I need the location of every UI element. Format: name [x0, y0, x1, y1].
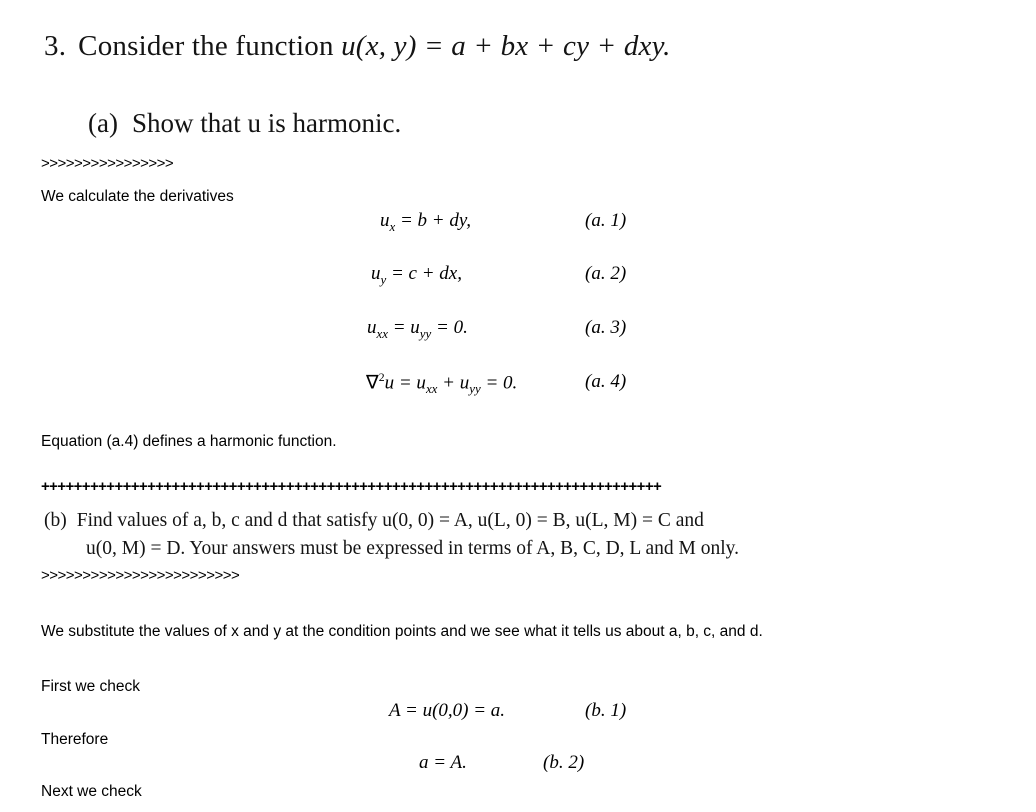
therefore-text: Therefore	[41, 731, 109, 748]
problem-text: Consider the function	[78, 30, 342, 62]
first-check-text: First we check	[41, 678, 141, 695]
equation-a2-tag: (a. 2)	[585, 263, 627, 284]
equation-b1-expression: A = u(0,0) = a.	[389, 700, 506, 721]
separator-arrows-b: >>>>>>>>>>>>>>>>>>>>>>>>	[41, 567, 240, 584]
part-a-label: (a)	[88, 108, 118, 138]
next-check-text: Next we check	[41, 783, 142, 800]
equation-a1-tag: (a. 1)	[585, 210, 627, 231]
part-b-statement	[44, 507, 984, 564]
equation-a4-expression: $\nabla^2u = u_{xx} + u_{yy} = 0$.	[366, 371, 518, 397]
problem-statement-3	[44, 30, 671, 63]
equation-a2-expression: $u_y = c$ + dx,	[371, 263, 462, 287]
equation-b1-tag: (b. 1)	[585, 700, 627, 721]
part-a-text: Show that u is harmonic.	[131, 108, 402, 138]
equation-b2-tag: (b. 2)	[543, 752, 585, 773]
problem-math: u(x, y) = a + bx + cy + dxy.	[341, 30, 671, 62]
equation-b2-expression: a = A.	[419, 752, 467, 773]
part-b-line1: Find values of a, b, c and d that satisfy u(0, 0) = A, u(L, 0) = B, u(L, M) = C and	[76, 510, 704, 531]
substitution-intro-text: We substitute the values of x and y at the condition points and we see what it tells us about a, b, c, and d.	[41, 623, 763, 640]
separator-arrows-a: >>>>>>>>>>>>>>>>	[41, 155, 174, 172]
equation-a4-tag: (a. 4)	[585, 371, 627, 392]
derivatives-intro-text: We calculate the derivatives	[41, 188, 234, 205]
equation-a3-tag: (a. 3)	[585, 317, 627, 338]
problem-number: 3.	[44, 30, 67, 62]
part-b-line2: u(0, M) = D. Your answers must be expressed in terms of A, B, C, D, L and M only.	[86, 538, 740, 560]
equation-a3-expression: $u_{xx} = u_{yy} = 0$.	[367, 317, 468, 341]
harmonic-conclusion-text: Equation (a.4) defines a harmonic function.	[41, 433, 337, 450]
part-b-label: (b)	[44, 510, 67, 531]
equation-a1-expression: $u_x = b$ + dy,	[380, 210, 472, 234]
part-a-statement	[88, 108, 401, 139]
separator-plus: ++++++++++++++++++++++++++++++++++++++++++++++++++++++++++++++++++++++++++++	[41, 478, 662, 495]
